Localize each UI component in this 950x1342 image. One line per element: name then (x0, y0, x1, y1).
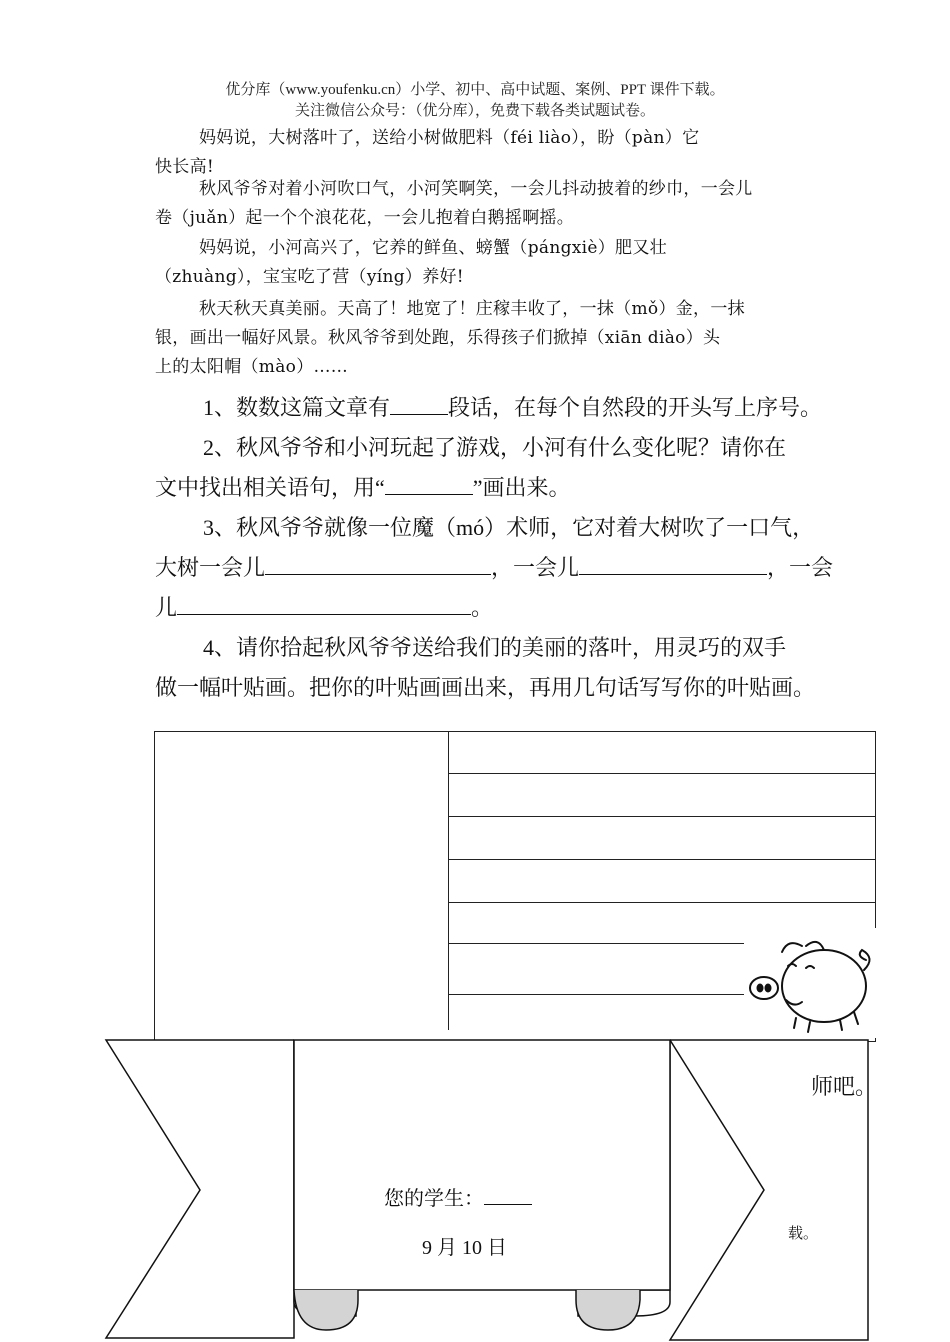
writing-line[interactable] (449, 943, 744, 944)
passage-paragraph-1 (155, 124, 915, 182)
passage-text: （zhuàng），宝宝吃了营（yíng）养好! (155, 267, 464, 287)
question-text: ，一会 (767, 555, 834, 580)
student-signature-line (384, 1182, 532, 1211)
question-text: 大树一会儿 (155, 555, 266, 580)
student-label: 您的学生： (384, 1188, 484, 1210)
student-name-blank[interactable] (484, 1186, 532, 1205)
partial-text: 载。 (788, 1226, 819, 1242)
question-text: ”画出来。 (472, 475, 571, 500)
writing-line[interactable] (449, 816, 875, 817)
drawing-box[interactable] (154, 731, 449, 1042)
question-text: 。 (471, 595, 494, 620)
passage-text: 妈妈说，大树落叶了，送给小树做肥料（féi liào），盼（pàn）它 (199, 128, 700, 148)
writing-line[interactable] (449, 773, 875, 774)
answer-blank[interactable] (265, 552, 491, 575)
passage-text: 秋风爷爷对着小河吹口气，小河笑啊笑，一会儿抖动披着的纱巾，一会儿 (199, 179, 753, 199)
answer-blank[interactable] (579, 552, 767, 575)
question-text: 做一幅叶贴画。把你的叶贴画画出来，再用几句话写写你的叶贴画。 (155, 675, 816, 700)
answer-blank[interactable] (385, 472, 473, 495)
partial-text: 师吧。 (811, 1074, 878, 1099)
passage-text: 上的太阳帽（mào）…… (155, 357, 349, 377)
passage-text: 妈妈说，小河高兴了，它养的鲜鱼、螃蟹（pángxiè）肥又壮 (199, 238, 667, 258)
passage-paragraph-4 (155, 295, 915, 382)
passage-text: 快长高! (155, 157, 215, 177)
question-text: ，一会儿 (491, 555, 580, 580)
writing-line[interactable] (449, 994, 744, 995)
passage-paragraph-3 (155, 234, 915, 292)
ribbon-left-tail (106, 1040, 294, 1338)
question-text: 1、数数这篇文章有 (203, 395, 391, 420)
question-1 (155, 388, 925, 428)
question-text: 2、秋风爷爷和小河玩起了游戏，小河有什么变化呢？请你在 (203, 435, 787, 460)
question-text: 文中找出相关语句，用“ (155, 475, 385, 500)
question-4 (155, 628, 925, 708)
passage-paragraph-2 (155, 175, 915, 233)
site-header-line1: 优分库（www.youfenku.cn）小学、初中、高中试题、案例、PPT 课件下载。 (225, 82, 725, 98)
answer-blank[interactable] (390, 392, 448, 415)
question-3 (155, 508, 925, 628)
writing-line[interactable] (449, 859, 875, 860)
writing-line[interactable] (449, 902, 875, 903)
passage-text: 卷（juǎn）起一个个浪花花，一会儿抱着白鹅摇啊摇。 (155, 208, 575, 228)
date-text: 9 月 10 日 (422, 1237, 507, 1259)
answer-blank[interactable] (177, 592, 471, 615)
passage-text: 银，画出一幅好风景。秋风爷爷到处跑，乐得孩子们掀掉（xiān diào）头 (155, 328, 721, 348)
site-header-line2: 关注微信公众号：（优分库），免费下载各类试题试卷。 (294, 103, 655, 119)
question-text: 儿 (155, 595, 178, 620)
pig-icon (744, 928, 878, 1038)
question-text: 段话，在每个自然段的开头写上序号。 (448, 395, 823, 420)
question-text: 3、秋风爷爷就像一位魔（mó）术师，它对着大树吹了一口气， (203, 515, 815, 540)
passage-text: 秋天秋天真美丽。天高了！地宽了！庄稼丰收了，一抹（mǒ）金，一抹 (199, 299, 745, 319)
question-2 (155, 428, 925, 508)
question-text: 4、请你拾起秋风爷爷送给我们的美丽的落叶，用灵巧的双手 (203, 635, 787, 660)
